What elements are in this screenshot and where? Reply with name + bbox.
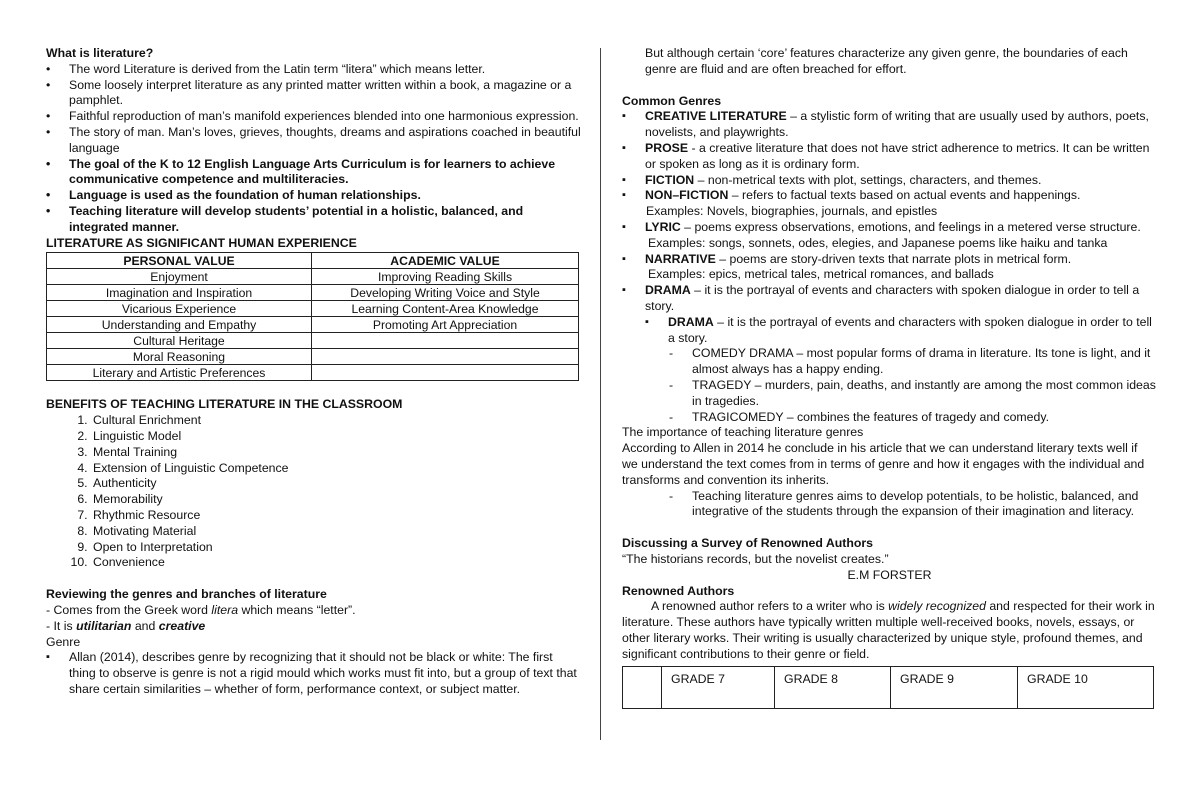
genre-item-narrative	[622, 252, 1156, 268]
quote: “The historians records, but the novelist creates.”	[622, 551, 889, 566]
genre-item-drama	[622, 283, 1156, 346]
genre-term: NON–FICTION	[645, 188, 729, 203]
genre-label: Genre	[46, 634, 81, 649]
drama-type-item: - TRAGICOMEDY – combines the features of tragedy and comedy.	[622, 410, 1156, 426]
grades-table	[622, 666, 1154, 709]
table-header-row	[47, 253, 579, 269]
table-cell: Vicarious Experience	[47, 301, 312, 317]
genre-term: DRAMA	[645, 283, 691, 298]
genre-text: – it is the portrayal of events and characters with spoken dialogue in order to tell a story.	[645, 283, 1140, 313]
renowned-paragraph	[622, 599, 1156, 662]
text-run: - It is	[46, 618, 77, 633]
table-cell: Cultural Heritage	[47, 333, 312, 349]
importance-dash-list	[622, 489, 1156, 521]
genres-list	[622, 252, 1156, 268]
benefits-title: BENEFITS OF TEACHING LITERATURE IN THE CLASSROOM	[46, 397, 403, 412]
table-row	[47, 333, 579, 349]
genre-text: – poems express observations, emotions, and feelings in a metered verse structure.	[680, 219, 1141, 234]
table-cell: Enjoyment	[47, 269, 312, 285]
genre-text: – a stylistic form of writing that are usually used by authors, poets, novelists, and playwrights.	[645, 109, 1149, 140]
drama-type-item: - TRAGEDY – murders, pain, deaths, and instantly are among the most common ideas in tragedies.	[622, 378, 1156, 410]
review-title: Reviewing the genres and branches of literature	[46, 587, 327, 602]
genre-term: PROSE	[645, 140, 689, 155]
definition-list	[46, 62, 582, 236]
table-cell: Moral Reasoning	[47, 349, 312, 365]
benefit-item: 2. Linguistic Model	[91, 429, 582, 445]
genre-intro: But although certain ‘core’ features characterize any given genre, the boundaries of each genre are fluid and are often breached for effort.	[645, 46, 1128, 76]
column-divider	[600, 48, 601, 740]
definition-item: • Some loosely interpret literature as any printed matter written within a book, a magazine or a pamphlet.	[46, 78, 582, 110]
term-utilitarian: utilitarian	[76, 618, 132, 633]
grade-cell: GRADE 7	[662, 667, 775, 709]
genre-term: NARRATIVE	[645, 251, 716, 266]
genre-term: CREATIVE LITERATURE	[645, 109, 787, 124]
benefit-item: 3. Mental Training	[91, 445, 582, 461]
goal-item: • The goal of the K to 12 English Language Arts Curriculum is for learners to achieve communicative competence and multiliteracies.	[46, 157, 582, 189]
genre-item-drama-sub	[645, 315, 1156, 347]
definition-item: • Faithful reproduction of man’s manifold experiences blended into one harmonious expression.	[46, 109, 582, 125]
table-cell: Understanding and Empathy	[47, 317, 312, 333]
drama-sublist	[645, 315, 1156, 347]
common-genres-title: Common Genres	[622, 93, 722, 108]
genres-list	[622, 220, 1156, 236]
table-row	[47, 365, 579, 381]
table-cell: Improving Reading Skills	[312, 269, 579, 285]
grade-cell: GRADE 9	[891, 667, 1018, 709]
header-personal-value: PERSONAL VALUE	[47, 253, 312, 269]
table-cell	[312, 333, 579, 349]
genre-item-fiction	[622, 173, 1156, 189]
grade-cell: GRADE 8	[775, 667, 891, 709]
genre-item-nonfiction	[622, 188, 1156, 204]
term-litera: litera	[211, 602, 239, 617]
benefit-item: 9. Open to Interpretation	[91, 540, 582, 556]
text-run: A renowned author refers to a writer who is	[651, 599, 889, 614]
benefit-item: 5. Authenticity	[91, 476, 582, 492]
table-cell	[312, 365, 579, 381]
genres-list	[622, 283, 1156, 346]
genre-item-prose	[622, 141, 1156, 173]
table-row	[47, 269, 579, 285]
lyric-examples: Examples: songs, sonnets, odes, elegies, and Japanese poems like haiku and tanka	[648, 235, 1108, 250]
benefit-item: 4. Extension of Linguistic Competence	[91, 461, 582, 477]
genre-term: LYRIC	[645, 219, 681, 234]
table-title: LITERATURE AS SIGNIFICANT HUMAN EXPERIENCE	[46, 235, 357, 250]
narrative-examples: Examples: epics, metrical tales, metrical romances, and ballads	[648, 267, 994, 282]
benefit-item: 1. Cultural Enrichment	[91, 413, 582, 429]
goal-item: • Language is used as the foundation of human relationships.	[46, 188, 582, 204]
benefit-item: 10. Convenience	[91, 555, 582, 571]
text-run: which means “letter”.	[238, 602, 356, 617]
section-title-what-is-literature: What is literature?	[46, 46, 154, 60]
header-academic-value: ACADEMIC VALUE	[312, 253, 579, 269]
survey-title: Discussing a Survey of Renowned Authors	[622, 536, 873, 551]
genre-text: – non-metrical texts with plot, settings, characters, and themes.	[694, 172, 1042, 187]
grade-cell: GRADE 10	[1018, 667, 1154, 709]
genres-list	[622, 109, 1156, 204]
nonfiction-examples: Examples: Novels, biographies, journals, and epistles	[646, 204, 938, 219]
term-creative: creative	[158, 618, 206, 633]
genre-text: - a creative literature that does not have strict adherence to metrics. It can be written or spoken as long as it is ordinary form.	[645, 140, 1150, 171]
left-column	[46, 46, 582, 698]
importance-dash-item: - Teaching literature genres aims to develop potentials, to be holistic, balanced, and integrative of the students through the expansion of their imagination and literacy.	[622, 489, 1156, 521]
grades-row	[623, 667, 1154, 709]
emphasis-widely-recognized: widely recognized	[888, 599, 986, 614]
genre-text: – refers to factual texts based on actual events and happenings.	[728, 188, 1081, 203]
human-experience-table	[46, 252, 579, 381]
review-line-1	[46, 603, 582, 619]
table-row	[47, 317, 579, 333]
quote-author: E.M FORSTER	[847, 567, 932, 582]
table-row	[47, 349, 579, 365]
genre-item-creative	[622, 109, 1156, 141]
table-cell	[312, 349, 579, 365]
table-row	[47, 285, 579, 301]
review-line-2	[46, 619, 582, 635]
benefit-item: 7. Rhythmic Resource	[91, 508, 582, 524]
right-column	[622, 46, 1156, 709]
drama-type-item: - COMEDY DRAMA – most popular forms of drama in literature. Its tone is light, and it almost always has a happy ending.	[622, 346, 1156, 378]
benefits-list	[46, 413, 582, 571]
table-cell: Promoting Art Appreciation	[312, 317, 579, 333]
renowned-title: Renowned Authors	[622, 583, 735, 598]
benefit-item: 8. Motivating Material	[91, 524, 582, 540]
drama-types-list	[622, 346, 1156, 425]
genre-term: DRAMA	[668, 314, 714, 329]
table-row	[47, 301, 579, 317]
text-run: and	[131, 618, 159, 633]
importance-paragraph: According to Allen in 2014 he conclude in his article that we can understand literary texts well if we understand the text comes from in terms of genre and how it engages with the individual and transforms and convention its inherits.	[622, 441, 1145, 487]
importance-title: The importance of teaching literature genres	[622, 425, 864, 440]
table-cell: Learning Content-Area Knowledge	[312, 301, 579, 317]
table-cell: Developing Writing Voice and Style	[312, 285, 579, 301]
genre-definition-list	[46, 650, 582, 697]
table-cell: Literary and Artistic Preferences	[47, 365, 312, 381]
genre-text: – poems are story-driven texts that narrate plots in metrical form.	[715, 251, 1072, 266]
text-run: and respected for their work in literature. These authors have typically written multiple well-received books, novels, essays, or other literary works. Their writing is usually characterized by unique style, profound themes, and significant contributions to their genre or field.	[622, 599, 1155, 661]
genre-definition-item: ▪ Allan (2014), describes genre by recognizing that it should not be black or white: The first thing to observe is genre is not a rigid mould which works must fit into, but a group of text that share certain similarities – whether of form, performance context, or subject matter.	[46, 650, 582, 697]
definition-item: • The story of man. Man’s loves, grieves, thoughts, dreams and aspirations coached in beautiful language	[46, 125, 582, 157]
table-cell: Imagination and Inspiration	[47, 285, 312, 301]
text-run: - Comes from the Greek word	[46, 602, 212, 617]
benefit-item: 6. Memorability	[91, 492, 582, 508]
definition-item: • The word Literature is derived from the Latin term “litera” which means letter.	[46, 62, 582, 78]
genre-term: FICTION	[645, 172, 695, 187]
genre-item-lyric	[622, 220, 1156, 236]
goal-item: • Teaching literature will develop students’ potential in a holistic, balanced, and integrated manner.	[46, 204, 582, 236]
genre-text: – it is the portrayal of events and characters with spoken dialogue in order to tell a story.	[668, 314, 1152, 345]
grade-cell-empty	[623, 667, 662, 709]
